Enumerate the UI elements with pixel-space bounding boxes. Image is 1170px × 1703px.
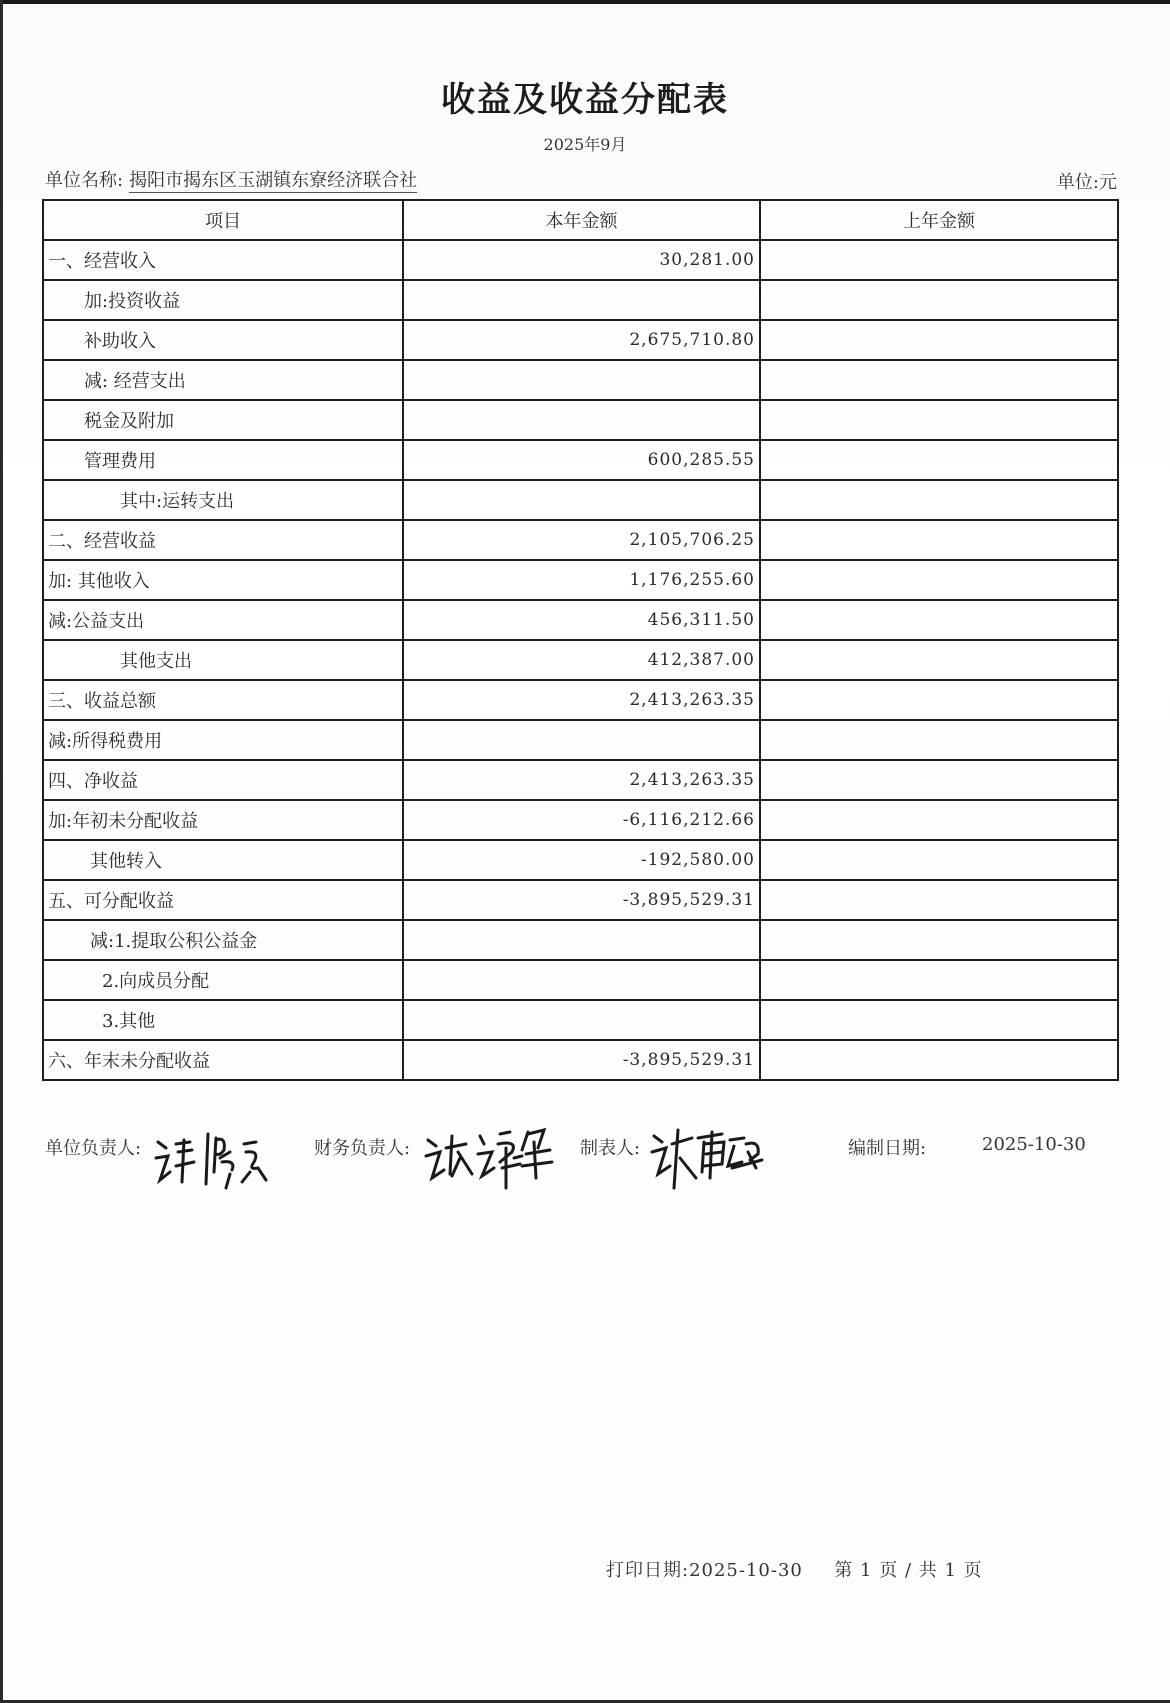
row-previous-amount (760, 360, 1118, 400)
table-row (43, 480, 1118, 520)
row-current-amount (403, 360, 760, 400)
row-previous-amount (760, 880, 1118, 920)
scan-edge-top (0, 0, 1170, 4)
unit-head-label: 单位负责人: (45, 1138, 142, 1159)
row-current-amount: 2,105,706.25 (403, 520, 760, 560)
row-previous-amount (760, 280, 1118, 320)
table-row (43, 640, 1118, 680)
row-previous-amount (760, 920, 1118, 960)
row-previous-amount (760, 1040, 1118, 1080)
row-label: 六、年末未分配收益 (43, 1040, 403, 1080)
row-previous-amount (760, 800, 1118, 840)
row-label: 减:1.提取公积公益金 (43, 920, 403, 960)
row-previous-amount (760, 960, 1118, 1000)
table-row (43, 280, 1118, 320)
column-header-current: 本年金额 (403, 200, 760, 240)
finance-head-signature (422, 1118, 562, 1194)
row-label: 减: 经营支出 (43, 360, 403, 400)
row-label: 3.其他 (43, 1000, 403, 1040)
document-title: 收益及收益分配表 (441, 80, 729, 120)
row-label: 一、经营收入 (43, 240, 403, 280)
table-row (43, 800, 1118, 840)
row-previous-amount (760, 760, 1118, 800)
row-current-amount: -3,895,529.31 (403, 880, 760, 920)
report-period: 2025年9月 (543, 135, 627, 154)
row-previous-amount (760, 440, 1118, 480)
row-current-amount (403, 280, 760, 320)
table-row (43, 520, 1118, 560)
row-current-amount: 2,675,710.80 (403, 320, 760, 360)
row-current-amount: 2,413,263.35 (403, 760, 760, 800)
unit-name-line (45, 166, 417, 192)
row-label: 补助收入 (43, 320, 403, 360)
row-label: 管理费用 (43, 440, 403, 480)
row-current-amount (403, 480, 760, 520)
table-row (43, 1000, 1118, 1040)
unit-name-value: 揭阳市揭东区玉湖镇东寮经济联合社 (129, 170, 418, 191)
income-distribution-table (42, 199, 1119, 1081)
table-row (43, 240, 1118, 280)
table-row (43, 320, 1118, 360)
row-current-amount: -3,895,529.31 (403, 1040, 760, 1080)
preparer-label: 制表人: (580, 1138, 641, 1159)
row-current-amount: 600,285.55 (403, 440, 760, 480)
row-current-amount: 456,311.50 (403, 600, 760, 640)
preparer-signature (648, 1118, 766, 1194)
row-label: 四、净收益 (43, 760, 403, 800)
row-label: 加: 其他收入 (43, 560, 403, 600)
row-current-amount: -6,116,212.66 (403, 800, 760, 840)
table-row (43, 360, 1118, 400)
finance-head-label: 财务负责人: (314, 1138, 411, 1159)
row-previous-amount (760, 520, 1118, 560)
row-label: 减:所得税费用 (43, 720, 403, 760)
unit-head-signature (150, 1122, 275, 1192)
row-label: 二、经营收益 (43, 520, 403, 560)
row-label: 其中:运转支出 (43, 480, 403, 520)
currency-unit: 单位:元 (1056, 172, 1117, 193)
footer-line (606, 1556, 983, 1582)
row-label: 加:年初未分配收益 (43, 800, 403, 840)
row-label: 加:投资收益 (43, 280, 403, 320)
row-current-amount (403, 960, 760, 1000)
prepared-date-label: 编制日期: (848, 1138, 927, 1159)
row-previous-amount (760, 320, 1118, 360)
prepared-date-value: 2025-10-30 (982, 1134, 1086, 1155)
row-current-amount: 1,176,255.60 (403, 560, 760, 600)
column-header-item: 项目 (43, 200, 403, 240)
row-previous-amount (760, 400, 1118, 440)
row-previous-amount (760, 640, 1118, 680)
table-row (43, 840, 1118, 880)
row-current-amount (403, 400, 760, 440)
table-row (43, 720, 1118, 760)
table-row (43, 400, 1118, 440)
table-row (43, 440, 1118, 480)
table-row (43, 920, 1118, 960)
row-label: 其他转入 (43, 840, 403, 880)
row-label: 税金及附加 (43, 400, 403, 440)
table-row (43, 960, 1118, 1000)
row-label: 三、收益总额 (43, 680, 403, 720)
table-row (43, 600, 1118, 640)
row-previous-amount (760, 600, 1118, 640)
table-row (43, 880, 1118, 920)
scan-edge-left (0, 0, 3, 1703)
print-date: 打印日期:2025-10-30 (606, 1560, 803, 1581)
table-row (43, 760, 1118, 800)
row-label: 2.向成员分配 (43, 960, 403, 1000)
row-previous-amount (760, 240, 1118, 280)
row-previous-amount (760, 840, 1118, 880)
page-indicator: 第 1 页 / 共 1 页 (834, 1560, 983, 1581)
row-previous-amount (760, 720, 1118, 760)
row-current-amount: 2,413,263.35 (403, 680, 760, 720)
row-current-amount: 412,387.00 (403, 640, 760, 680)
row-label: 其他支出 (43, 640, 403, 680)
row-previous-amount (760, 480, 1118, 520)
row-previous-amount (760, 680, 1118, 720)
table-row (43, 680, 1118, 720)
table-row (43, 1040, 1118, 1080)
column-header-previous: 上年金额 (760, 200, 1118, 240)
row-current-amount (403, 1000, 760, 1040)
row-current-amount: 30,281.00 (403, 240, 760, 280)
row-label: 减:公益支出 (43, 600, 403, 640)
row-previous-amount (760, 1000, 1118, 1040)
row-current-amount (403, 920, 760, 960)
table-row (43, 560, 1118, 600)
row-current-amount: -192,580.00 (403, 840, 760, 880)
row-label: 五、可分配收益 (43, 880, 403, 920)
unit-name-label: 单位名称: (45, 170, 124, 191)
table-header-row (43, 200, 1118, 240)
row-previous-amount (760, 560, 1118, 600)
row-current-amount (403, 720, 760, 760)
